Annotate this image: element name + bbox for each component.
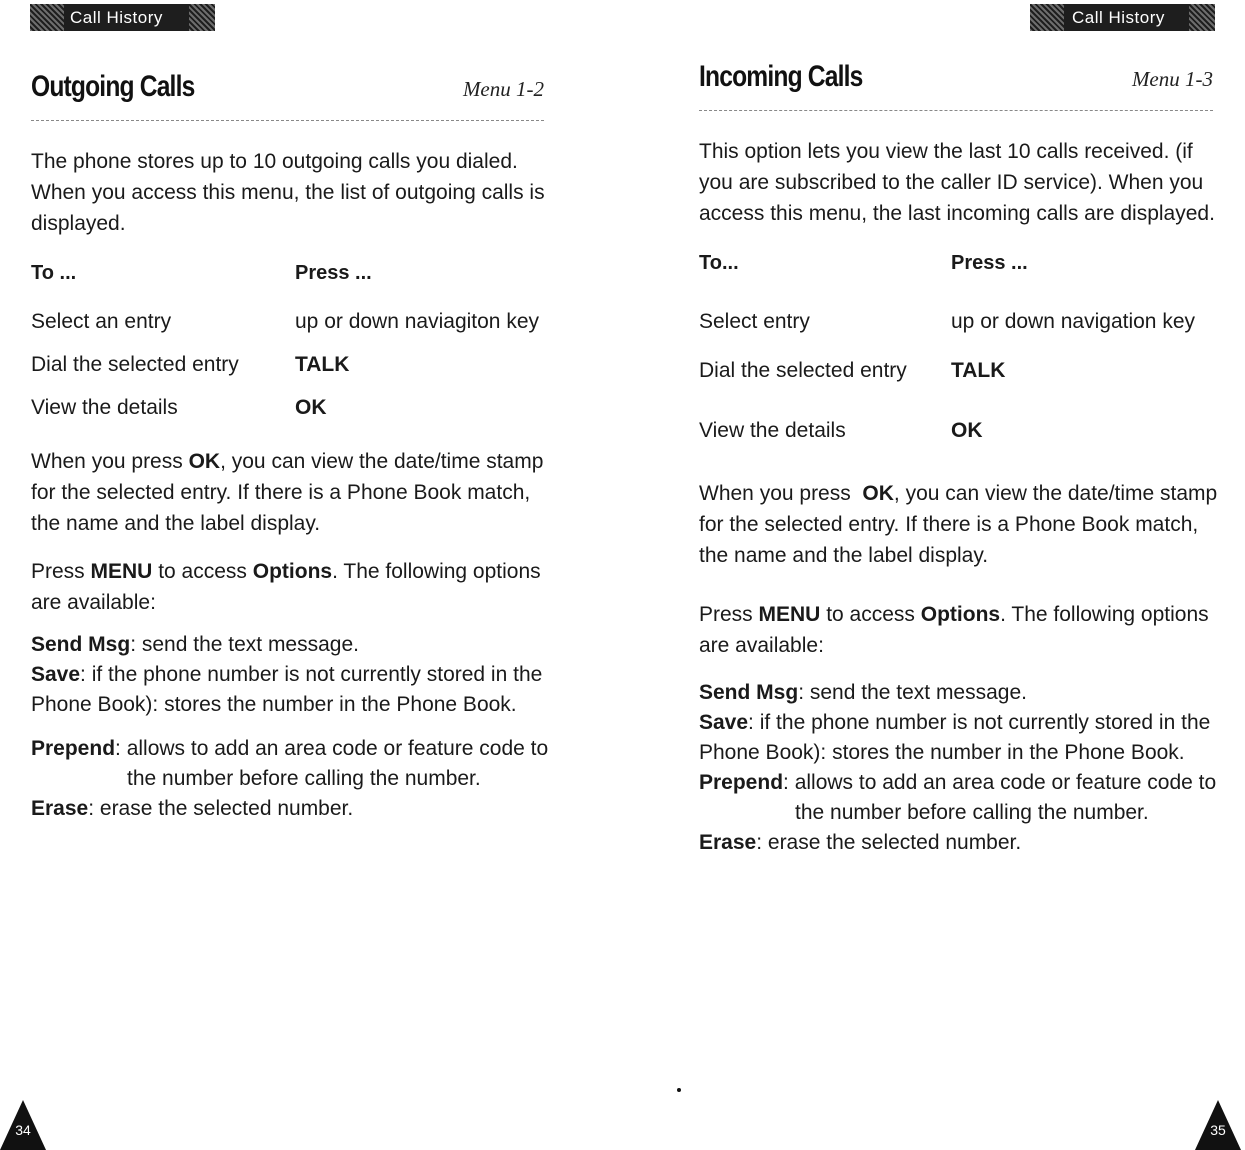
text-span: When you press — [31, 450, 189, 473]
menu-reference: Menu 1-3 — [1131, 67, 1213, 91]
option-text: Phone Book): stores the number in the Phone Book. — [699, 741, 1185, 764]
column-to: To ... — [31, 262, 77, 284]
column-to: To... — [699, 252, 739, 274]
option-text: : allows to add an area code or feature code to — [783, 771, 1217, 794]
option-key: Save — [699, 711, 749, 734]
option-send-msg — [699, 677, 1027, 708]
header-tab-label: Call History — [70, 8, 163, 27]
table-header — [699, 252, 1028, 275]
ok-paragraph — [31, 446, 551, 539]
section-title: Outgoing Calls — [31, 70, 195, 103]
menu-paragraph — [699, 599, 1219, 661]
press-key: TALK — [295, 353, 350, 376]
action-label: Select an entry — [31, 310, 172, 333]
header-tab-label: Call History — [1072, 8, 1165, 27]
key-menu: MENU — [90, 560, 153, 583]
table-row — [31, 310, 539, 334]
text-span: . The following options are available: — [31, 560, 541, 614]
option-key: Prepend — [31, 737, 116, 760]
option-key: Send Msg — [699, 681, 799, 704]
option-text: : send the text message. — [130, 633, 359, 656]
table-row — [699, 419, 983, 443]
text-span: Press — [31, 560, 91, 583]
press-value: up or down navigation key — [951, 310, 1195, 333]
column-press: Press ... — [951, 252, 1028, 274]
table-row — [699, 310, 1195, 334]
intro-text: The phone stores up to 10 outgoing calls you dialed. When you access this menu, the list of outgoing calls is displayed. — [31, 150, 545, 235]
option-text: Phone Book): stores the number in the Phone Book. — [31, 693, 517, 716]
press-key: OK — [295, 396, 327, 419]
option-key: Erase — [699, 831, 757, 854]
key-options: Options — [252, 560, 333, 583]
option-send-msg — [31, 629, 359, 660]
intro-paragraph — [699, 136, 1219, 229]
key-options: Options — [920, 603, 1001, 626]
header-tab — [30, 4, 215, 31]
press-key: TALK — [951, 359, 1006, 382]
menu-paragraph — [31, 556, 551, 618]
table-header — [31, 262, 372, 285]
text-span: Press — [699, 603, 759, 626]
action-label: View the details — [31, 396, 178, 419]
table-row — [31, 353, 349, 377]
option-text: : if the phone number is not currently stored in the — [748, 711, 1211, 734]
option-key: Prepend — [699, 771, 784, 794]
option-save — [699, 707, 1210, 738]
table-row — [699, 359, 1005, 383]
option-prepend — [31, 733, 548, 764]
text-span: to access — [152, 560, 253, 583]
key-ok: OK — [188, 450, 221, 473]
right-page — [623, 0, 1245, 1149]
column-press: Press ... — [295, 262, 372, 284]
title-row — [31, 70, 544, 121]
option-key: Erase — [31, 797, 89, 820]
option-prepend — [699, 767, 1216, 798]
action-label: Dial the selected entry — [699, 359, 907, 382]
menu-reference: Menu 1-2 — [462, 77, 544, 101]
option-save — [31, 659, 542, 690]
action-label: View the details — [699, 419, 846, 442]
option-prepend-cont — [31, 763, 481, 794]
page-number-badge — [0, 1098, 46, 1150]
page-number: 35 — [1210, 1122, 1226, 1138]
intro-text: This option lets you view the last 10 calls received. (if you are subscribed to the caller ID service). When you access this menu, the last incoming calls are displayed. — [699, 140, 1215, 225]
text-span: to access — [820, 603, 921, 626]
text-span: , you can view the date/time stamp for the selected entry. If there is a Phone Book match, the name and the label display. — [31, 450, 544, 535]
action-label: Dial the selected entry — [31, 353, 239, 376]
option-text: the number before calling the number. — [127, 767, 481, 790]
option-prepend-cont — [699, 797, 1149, 828]
option-text: : send the text message. — [798, 681, 1027, 704]
press-value: up or down naviagiton key — [295, 310, 539, 333]
left-page — [0, 0, 622, 1149]
text-span: , you can view the date/time stamp for the selected entry. If there is a Phone Book match, the name and the label display. — [699, 482, 1218, 567]
ok-paragraph — [699, 478, 1219, 571]
text-span: When you press — [699, 482, 863, 505]
title-row — [699, 60, 1213, 111]
page-number-badge — [1195, 1098, 1241, 1150]
option-text: : erase the selected number. — [756, 831, 1022, 854]
option-erase — [699, 827, 1021, 858]
option-text: the number before calling the number. — [795, 801, 1149, 824]
option-save-cont — [699, 737, 1185, 768]
text-span: . The following options are available: — [699, 603, 1209, 657]
option-key: Save — [31, 663, 81, 686]
option-save-cont — [31, 689, 517, 720]
key-ok: OK — [862, 482, 894, 505]
page-number: 34 — [15, 1122, 31, 1138]
option-text: : erase the selected number. — [88, 797, 354, 820]
header-tab — [1030, 4, 1215, 31]
section-title: Incoming Calls — [699, 60, 863, 93]
option-key: Send Msg — [31, 633, 131, 656]
option-text: : if the phone number is not currently stored in the — [80, 663, 543, 686]
action-label: Select entry — [699, 310, 810, 333]
press-key: OK — [951, 419, 983, 442]
option-text: : allows to add an area code or feature code to — [115, 737, 549, 760]
table-row — [31, 396, 327, 420]
option-erase — [31, 793, 353, 824]
key-menu: MENU — [758, 603, 821, 626]
intro-paragraph — [31, 146, 551, 239]
